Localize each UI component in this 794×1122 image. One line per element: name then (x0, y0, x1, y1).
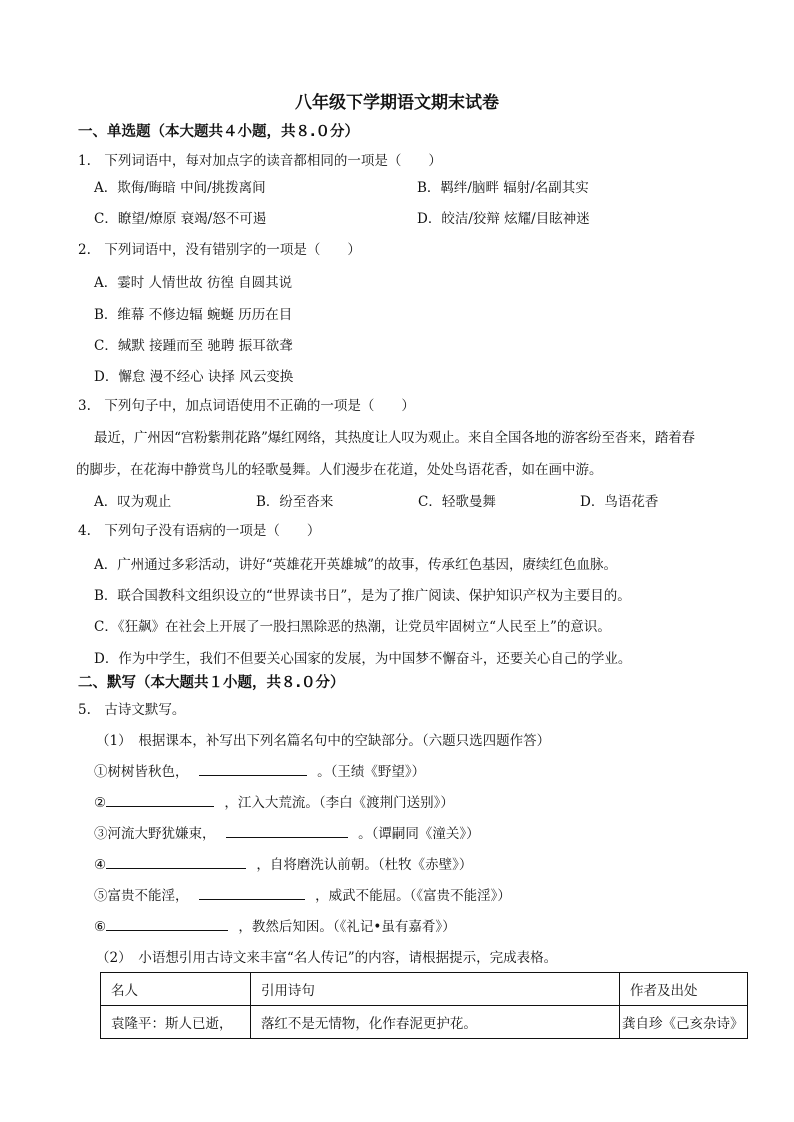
answer-blank-3[interactable] (226, 825, 348, 838)
q3-passage-line2: 的脚步，在花海中静赏鸟儿的轻歌曼舞。人们漫步在花道，处处鸟语花香，如在画中游。 (76, 462, 603, 478)
cell-source: 龚自珍《己亥杂诗》 (620, 1006, 748, 1039)
recitation-line-4 (94, 853, 472, 873)
q4-option-a: A．广州通过多彩活动，讲好“英雄花开英雄城”的故事，传承红色基因，赓续红色血脉。 (94, 557, 618, 573)
q3-passage-line1: 最近，广州因“宫粉紫荆花路”爆红网络，其热度让人叹为观止。来自全国各地的游客纷至沓来，踏着春 (94, 430, 695, 446)
q2-option-d: D．懈怠 漫不经心 诀择 风云变换 (94, 369, 294, 385)
section1-heading: 一、单选题（本大题共４小题，共８.０分） (78, 124, 360, 140)
line6-prefix: ⑥ (94, 919, 107, 935)
answer-blank-6[interactable] (106, 918, 228, 931)
table-row (101, 1006, 748, 1039)
q4-stem: 4. 下列句子没有语病的一项是（ ） (78, 523, 321, 539)
q4-option-b: B．联合国教科文组织设立的“世界读书日”，是为了推广阅读、保护知识产权为主要目的。 (94, 588, 631, 604)
line4-suffix: ，自将磨洗认前朝。（杜牧《赤壁》） (256, 857, 473, 873)
q5-part2-instruction: （2） 小语想引用古诗文来丰富“名人传记”的内容，请根据提示，完成表格。 (96, 950, 558, 966)
q2-option-b: B．维幕 不修边辐 蜿蜒 历历在目 (94, 307, 293, 323)
answer-blank-1[interactable] (199, 763, 307, 776)
q1-option-a: A．欺侮/晦暗 中间/挑拨离间 (94, 180, 266, 196)
q4-option-d: D．作为中学生，我们不但要关心国家的发展，为中国梦不懈奋斗，还要关心自己的学业。 (94, 651, 632, 667)
line1-prefix: ①树树皆秋色， (94, 764, 189, 780)
header-source: 作者及出处 (620, 973, 748, 1006)
recitation-line-5 (94, 884, 511, 904)
header-person: 名人 (101, 973, 251, 1006)
line2-suffix: ，江入大荒流。（李白《渡荆门送别》） (224, 795, 454, 811)
citation-table (100, 972, 748, 1039)
q3-option-b: B．纷至沓来 (256, 494, 334, 510)
q5-part1-instruction: （1） 根据课本，补写出下列名篇名句中的空缺部分。（六题只选四题作答） (96, 733, 551, 749)
q1-option-c: C．瞭望/燎原 衰竭/怒不可遏 (94, 211, 267, 227)
line5-suffix: ，威武不能屈。（《富贵不能淫》） (315, 888, 511, 904)
line3-prefix: ③河流大野犹嫌束， (94, 826, 216, 842)
line3-suffix: 。（谭嗣同《潼关》） (358, 826, 480, 842)
line4-prefix: ④ (94, 857, 107, 873)
line6-suffix: ，教然后知困。（《礼记•虽有嘉肴》） (238, 919, 456, 935)
recitation-line-3 (94, 822, 480, 842)
q1-stem: 1. 下列词语中，每对加点字的读音都相同的一项是（ ） (78, 153, 442, 169)
q3-stem: 3. 下列句子中，加点词语使用不正确的一项是（ ） (78, 398, 415, 414)
table-header-row (101, 973, 748, 1006)
q2-option-a: A．霎时 人情世故 彷徨 自圆其说 (94, 275, 293, 291)
header-quote: 引用诗句 (250, 973, 619, 1006)
recitation-line-6 (94, 915, 456, 935)
q3-option-d: D．鸟语花香 (580, 494, 659, 510)
recitation-line-2 (94, 791, 454, 811)
q3-option-c: C．轻歌曼舞 (418, 494, 496, 510)
answer-blank-4[interactable] (106, 856, 246, 869)
q3-option-a: A．叹为观止 (94, 494, 172, 510)
recitation-line-1 (94, 760, 425, 780)
q5-stem: 5. 古诗文默写。 (78, 702, 186, 718)
cell-quote: 落红不是无情物，化作春泥更护花。 (250, 1006, 619, 1039)
answer-blank-2[interactable] (106, 794, 214, 807)
line5-prefix: ⑤富贵不能淫， (94, 888, 189, 904)
answer-blank-5[interactable] (199, 887, 305, 900)
q2-option-c: C．缄默 接踵而至 驰聘 振耳欲聋 (94, 338, 293, 354)
line2-prefix: ② (94, 795, 107, 811)
q4-option-c: C．《狂飙》在社会上开展了一股扫黑除恶的热潮，让党员牢固树立“人民至上”的意识。 (94, 619, 611, 635)
section2-heading: 二、默写（本大题共１小题，共８.０分） (78, 675, 345, 691)
line1-suffix: 。（王绩《野望》） (317, 764, 426, 780)
q2-stem: 2. 下列词语中，没有错别字的一项是（ ） (78, 242, 361, 258)
q1-option-d: D．皎洁/狡辩 炫耀/目眩神迷 (417, 211, 590, 227)
page-title: 八年级下学期语文期末试卷 (295, 93, 499, 113)
cell-person: 袁隆平：斯人已逝， (101, 1006, 251, 1039)
q1-option-b: B．羁绊/脑畔 辐射/名副其实 (417, 180, 589, 196)
